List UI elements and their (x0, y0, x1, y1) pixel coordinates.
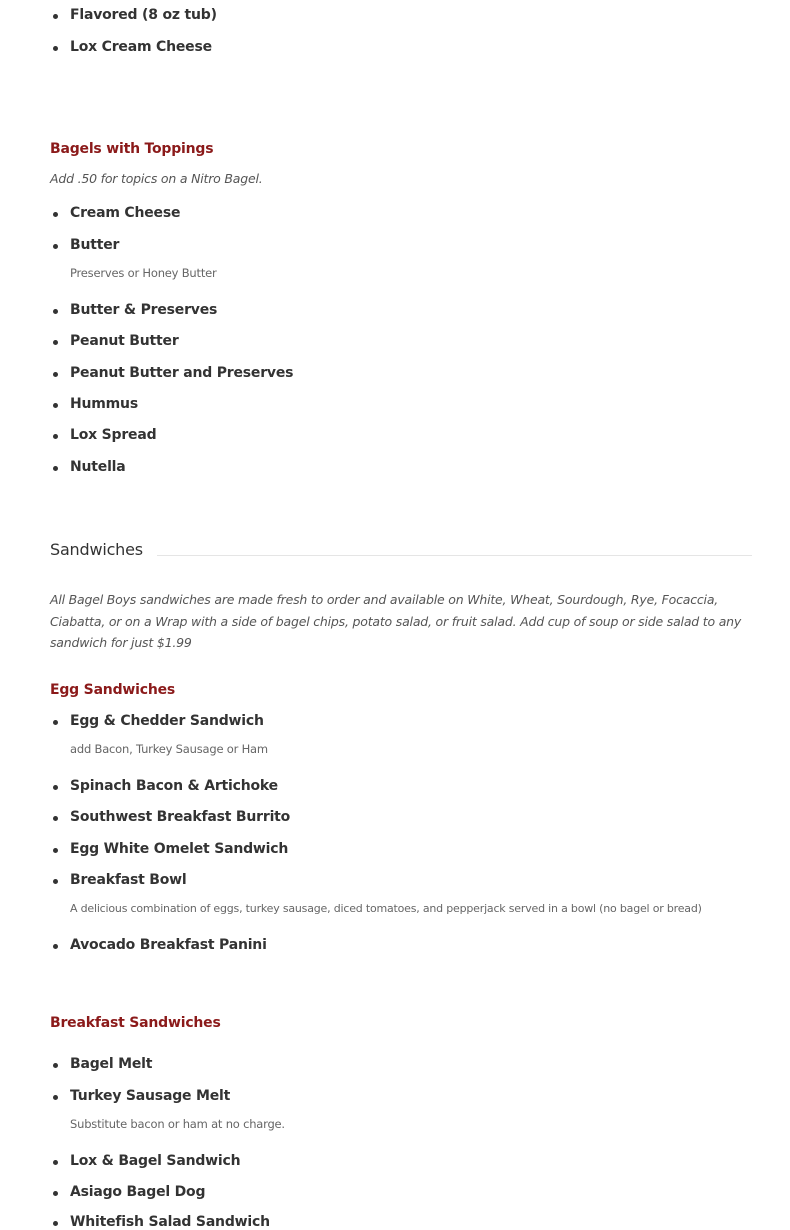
menu-item: Butter & Preserves (70, 302, 218, 318)
menu-item-description: Substitute bacon or ham at no charge. (70, 1117, 285, 1131)
bagels-with-toppings-heading: Bagels with Toppings (50, 141, 214, 157)
menu-item: Spinach Bacon & Artichoke (70, 778, 278, 794)
menu-item: Cream Cheese (70, 205, 181, 221)
menu-item: Peanut Butter and Preserves (70, 365, 294, 381)
menu-item: Hummus (70, 396, 138, 412)
egg-sandwiches-heading: Egg Sandwiches (50, 682, 176, 698)
sandwiches-section-title: Sandwiches (50, 540, 157, 559)
menu-item: Egg White Omelet Sandwich (70, 841, 289, 857)
menu-item: Flavored (8 oz tub) (70, 7, 217, 23)
bagels-with-toppings-note: Add .50 for topics on a Nitro Bagel. (50, 171, 263, 186)
menu-item: Lox Spread (70, 427, 157, 443)
menu-item: Nutella (70, 459, 126, 475)
menu-item: Lox Cream Cheese (70, 39, 212, 55)
menu-item: Butter (70, 237, 120, 253)
menu-item-description: add Bacon, Turkey Sausage or Ham (70, 742, 268, 756)
menu-item: Asiago Bagel Dog (70, 1184, 206, 1200)
menu-item: Lox & Bagel Sandwich (70, 1153, 241, 1169)
menu-item: Turkey Sausage Melt (70, 1088, 231, 1104)
sandwiches-note: All Bagel Boys sandwiches are made fresh to order and available on White, Wheat, Sourdough, Rye, Focaccia, Ciabatta, or on a Wrap with a side of bagel chips, potato salad, or fruit salad. Add cup of soup or side salad to any sandwich for just $1.99 (50, 592, 742, 650)
menu-item: Whitefish Salad Sandwich (70, 1214, 270, 1230)
menu-item: Southwest Breakfast Burrito (70, 809, 291, 825)
menu-item: Bagel Melt (70, 1056, 153, 1072)
menu-item: Egg & Chedder Sandwich (70, 713, 264, 729)
breakfast-sandwiches-heading: Breakfast Sandwiches (50, 1015, 221, 1031)
menu-item: Breakfast Bowl (70, 872, 187, 888)
menu-item-description: Preserves or Honey Butter (70, 266, 217, 280)
menu-item: Avocado Breakfast Panini (70, 937, 267, 953)
menu-item: Peanut Butter (70, 333, 179, 349)
menu-item-description: A delicious combination of eggs, turkey sausage, diced tomatoes, and pepperjack served in a bowl (no bagel or bread) (70, 902, 702, 915)
